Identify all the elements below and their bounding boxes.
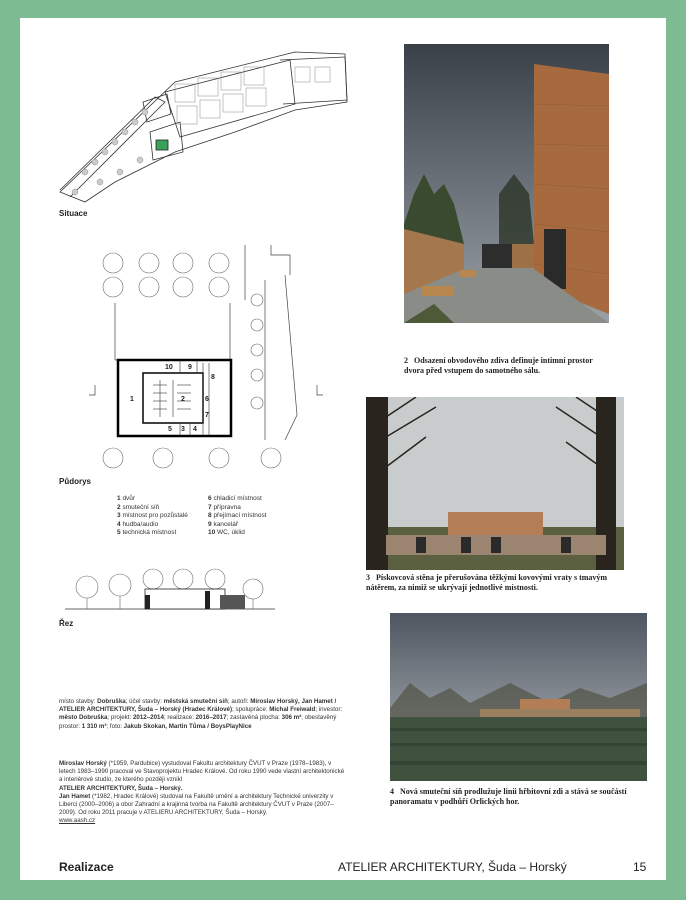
legend-item: 10 WC, úklid — [208, 529, 245, 536]
label-situace: Situace — [59, 209, 88, 218]
plan-number: 3 — [181, 426, 185, 433]
plan-number: 10 — [165, 364, 173, 371]
author-bios: Miroslav Horský (*1959, Pardubice) vystudoval Fakultu architektury ČVUT v Praze (1978–1983), v letech 1983–1990 pracoval ve Stavoprojektu Hradec Králové. Od roku 1990 vede vlastní architektonické a interiérové studio, ze kterého později vznikl ATELIER ARCHITEKTURY, Šuda – Horský. Jan Hamet (*1982, Hradec Králové) studoval na Fakultě umění a architektury Technické univerzity v Liberci (2000–2006) a obor Zahradní a krajinná tvorba na Fakultě architektury ČVUT v Praze (2007–2009). Od roku 2011 pracuje v ATELIERU ARCHITEKTURY, Šuda – Horský. www.aash.cz — [59, 760, 345, 825]
plan-number: 8 — [211, 374, 215, 381]
legend-item: 1 dvůr — [117, 495, 136, 502]
legend-item: 3 místnost pro pozůstalé — [117, 512, 188, 519]
legend-right — [208, 495, 267, 538]
legend-item: 9 kancelář — [208, 520, 239, 528]
legend-left — [117, 495, 188, 538]
floor-plan-drawing — [85, 245, 330, 475]
photo-facade — [366, 397, 624, 570]
footer-section: Realizace — [59, 860, 114, 874]
caption-2: 2 Odsazení obvodového zdiva definuje intimní prostor dvora před vstupem do samotného sálu. — [404, 356, 593, 375]
site-plan-drawing — [55, 42, 355, 212]
legend-item: 7 přípravna — [208, 503, 241, 511]
photo-landscape — [390, 613, 647, 781]
page-number: 15 — [633, 860, 647, 874]
photo-courtyard — [404, 44, 609, 323]
plan-number: 1 — [130, 396, 134, 403]
legend-item: 8 přejímací místnost — [208, 512, 267, 519]
label-pudorys: Půdorys — [59, 477, 92, 486]
section-drawing — [65, 565, 275, 615]
legend-item: 6 chladicí místnost — [208, 495, 262, 502]
legend-item: 4 hudba/audio — [117, 520, 159, 528]
plan-number: 5 — [168, 426, 172, 433]
plan-number: 4 — [193, 426, 197, 433]
caption-3: 3 Pískovcová stěna je přerušována těžkými kovovými vraty s tmavým nátěrem, za nimiž se ukrývají jednotlivé místnosti. — [366, 573, 608, 592]
caption-4: 4 Nová smuteční síň prodlužuje linii hřbitovní zdi a stává se součástí panoramatu v podhůří Orlických hor. — [390, 787, 627, 806]
plan-number: 9 — [188, 364, 192, 371]
project-info: místo stavby: Dobruška; účel stavby: městská smuteční síň; autoři: Miroslav Horský, Jan Hamet / ATELIER ARCHITEKTURY, Šuda – Horský (Hradec Králové); spolupráce: Michal Freiwald; investor: město Dobruška; projekt: 2012–2014; realizace: 2016–2017; zastavěná plocha: 306 m²; obestavěný prostor: 1 310 m³; foto: Jakub Skokan, Martin Tůma / BoysPlayNice — [59, 698, 343, 730]
legend-item: 2 smuteční síň — [117, 503, 160, 511]
footer-publisher: ATELIER ARCHITEKTURY, Šuda – Horský — [338, 860, 567, 874]
label-rez: Řez — [59, 619, 74, 628]
legend-item: 5 technická místnost — [117, 529, 177, 536]
website-link[interactable]: www.aash.cz — [59, 817, 96, 825]
plan-number: 7 — [205, 412, 209, 419]
plan-number: 2 — [181, 396, 185, 403]
plan-number: 6 — [205, 396, 209, 403]
